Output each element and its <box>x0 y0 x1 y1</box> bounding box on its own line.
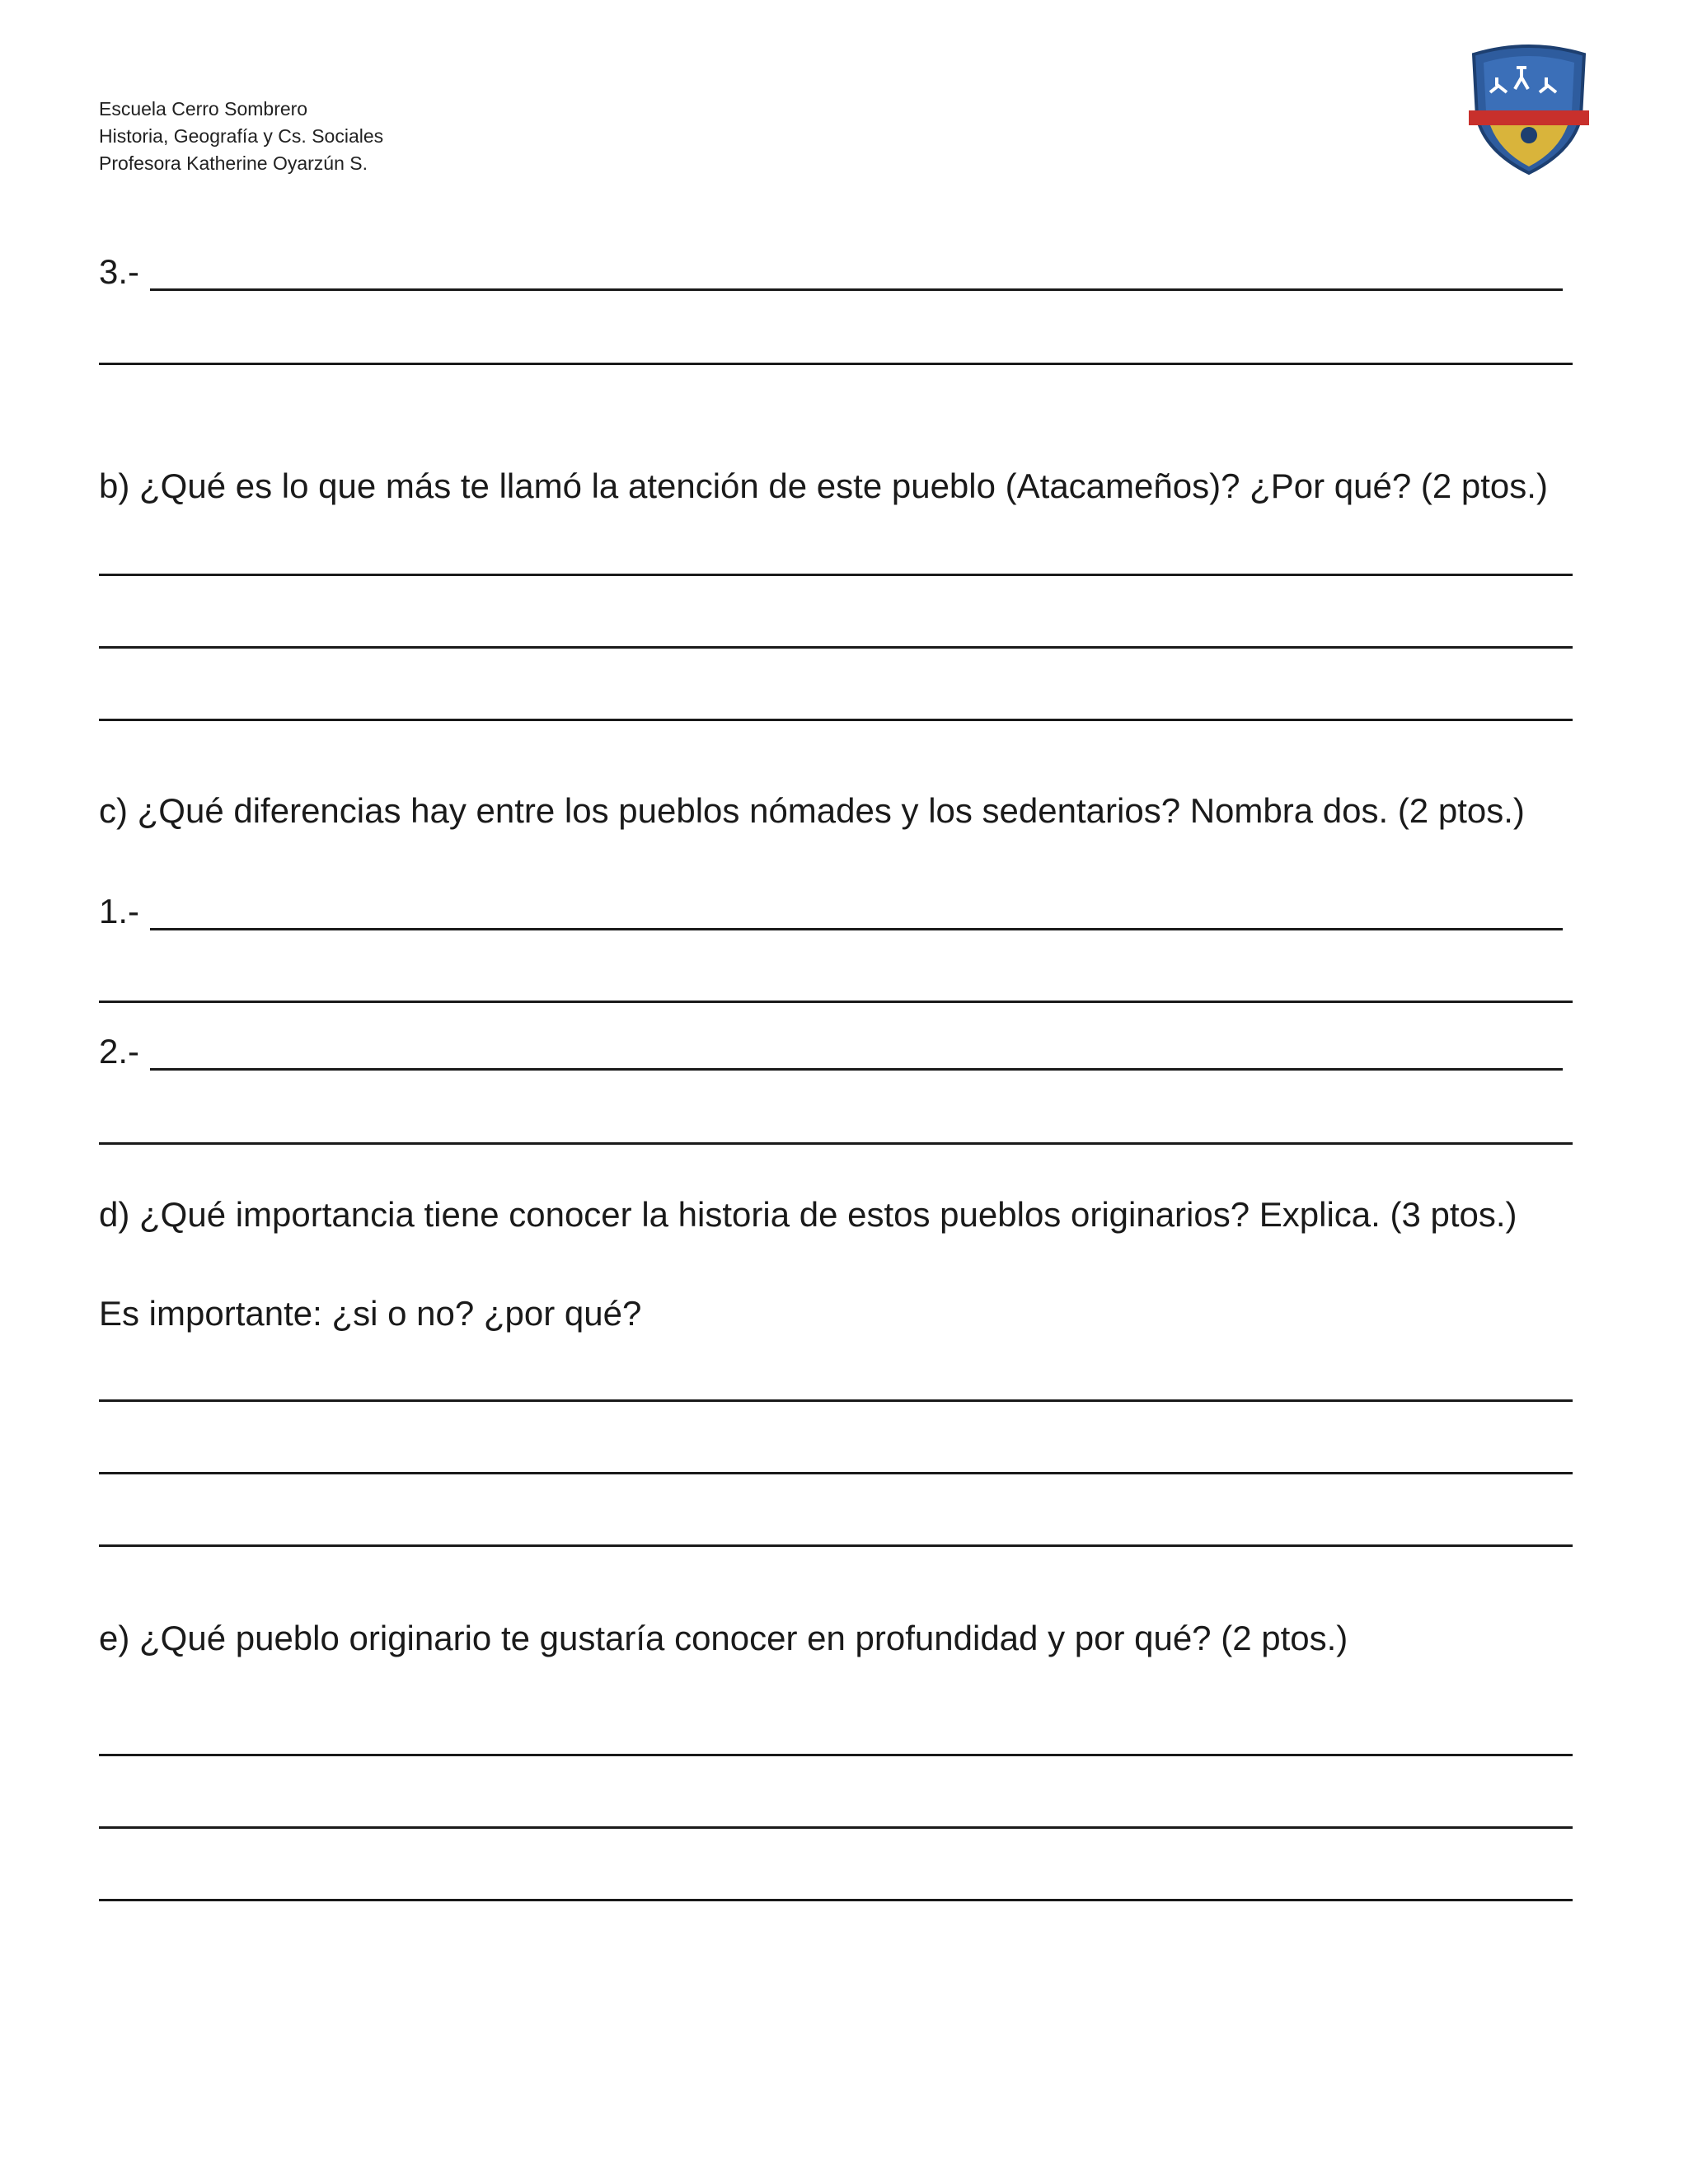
answer-line[interactable] <box>99 574 1573 576</box>
question-b: b) ¿Qué es lo que más te llamó la atención de este pueblo (Atacameños)? ¿Por qué? (2 ptos.) <box>99 466 1548 505</box>
answer-line[interactable] <box>99 1472 1573 1474</box>
answer-line[interactable] <box>99 363 1573 365</box>
subject-name: Historia, Geografía y Cs. Sociales <box>99 125 384 147</box>
answer-line[interactable] <box>99 1826 1573 1829</box>
answer-line[interactable] <box>99 1399 1573 1402</box>
question-c: c) ¿Qué diferencias hay entre los pueblos nómades y los sedentarios? Nombra dos. (2 ptos.) <box>99 791 1525 830</box>
answer-line[interactable] <box>99 1001 1573 1003</box>
school-crest-icon <box>1465 43 1592 176</box>
answer-line[interactable] <box>150 1068 1563 1071</box>
question-d-prompt: Es importante: ¿si o no? ¿por qué? <box>99 1294 642 1333</box>
answer-line[interactable] <box>99 719 1573 721</box>
answer-line[interactable] <box>99 1544 1573 1547</box>
answer-line[interactable] <box>99 1754 1573 1756</box>
item-3-number: 3.- <box>99 252 140 291</box>
item-c2-number: 2.- <box>99 1032 140 1071</box>
answer-line[interactable] <box>150 288 1563 291</box>
question-e: e) ¿Qué pueblo originario te gustaría conocer en profundidad y por qué? (2 ptos.) <box>99 1619 1348 1657</box>
teacher-name: Profesora Katherine Oyarzún S. <box>99 152 368 174</box>
answer-line[interactable] <box>150 928 1563 930</box>
answer-line[interactable] <box>99 646 1573 649</box>
page-header <box>99 96 383 177</box>
item-c1-number: 1.- <box>99 892 140 930</box>
question-d: d) ¿Qué importancia tiene conocer la historia de estos pueblos originarios? Explica. (3 ptos.) <box>99 1195 1517 1234</box>
school-name: Escuela Cerro Sombrero <box>99 98 308 120</box>
answer-line[interactable] <box>99 1899 1573 1901</box>
answer-line[interactable] <box>99 1142 1573 1145</box>
